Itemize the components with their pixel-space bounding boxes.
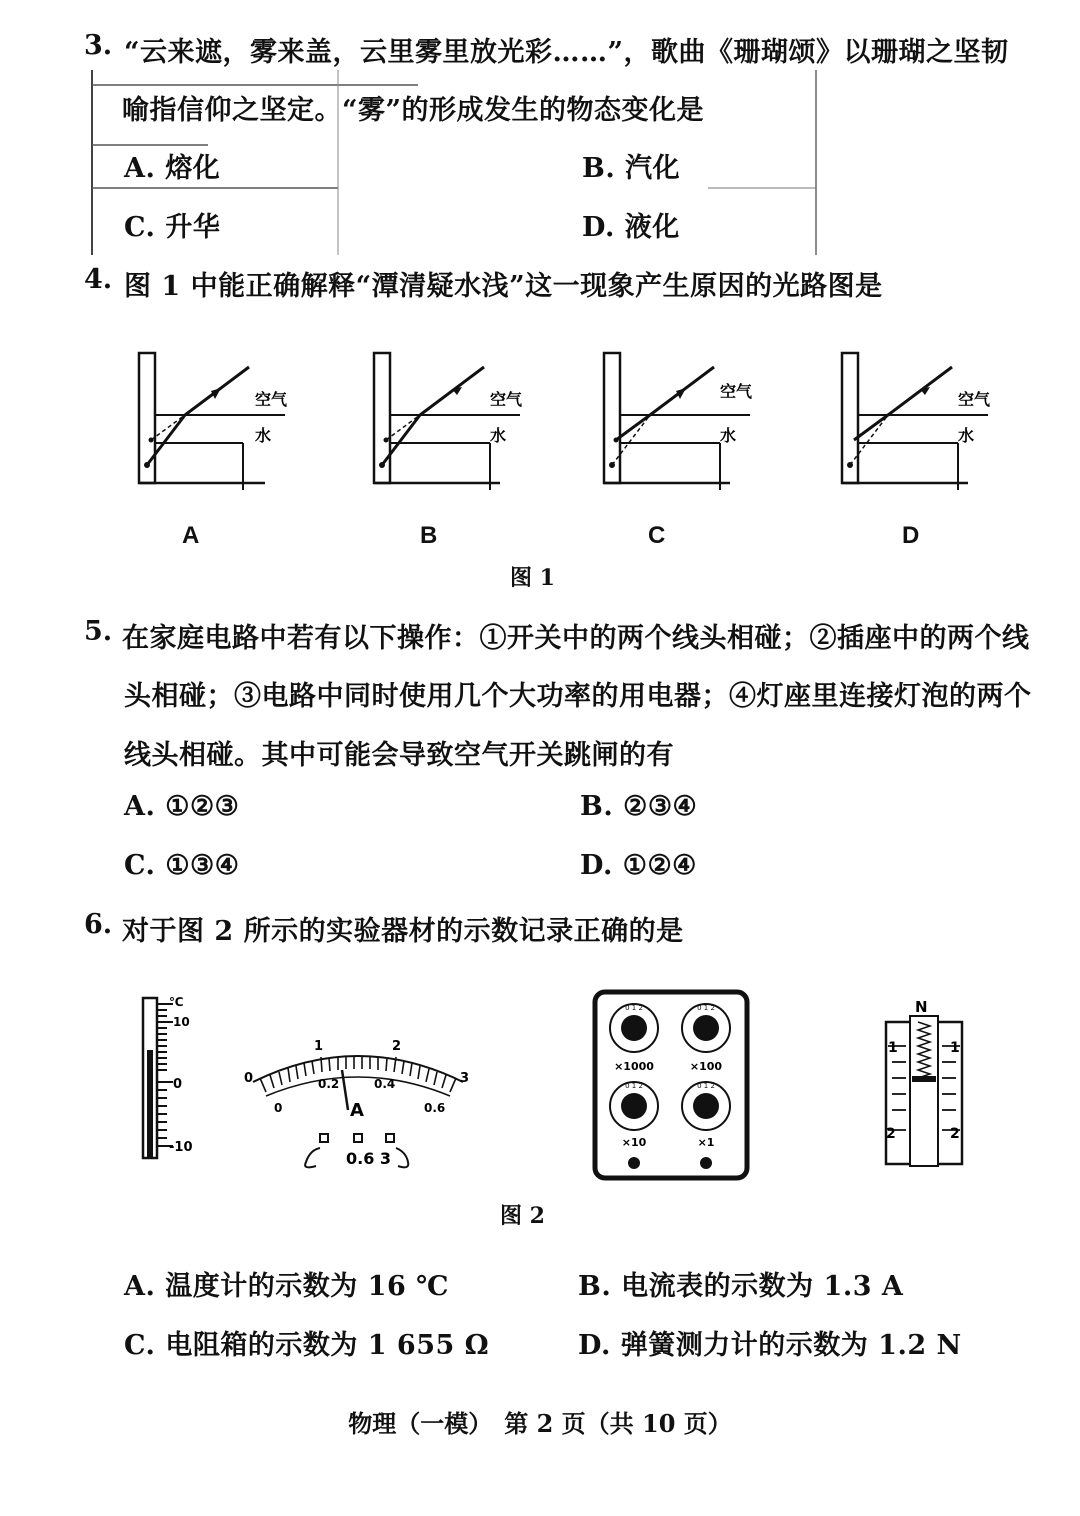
q3-option-d[interactable]: [582, 205, 680, 244]
q3-option-b[interactable]: [582, 146, 680, 185]
q3-option-c[interactable]: [124, 205, 220, 244]
figure1-caption: 图 1: [510, 565, 555, 591]
spring-tick: 2: [950, 1126, 960, 1142]
page-footer: 物理（一模） 第 2 页（共 10 页）: [348, 1409, 732, 1438]
q6-option-b[interactable]: [578, 1264, 903, 1303]
option-key: A.: [124, 791, 156, 822]
water-label: 水: [720, 426, 737, 445]
q5-option-a[interactable]: [124, 791, 239, 822]
option-text: 汽化: [625, 153, 681, 184]
water-label: 水: [958, 426, 975, 445]
q5-number: 5.: [84, 616, 113, 647]
q4-stem: 图 1 中能正确解释“潭清疑水浅”这一现象产生原因的光路图是: [124, 271, 883, 302]
ammeter-lower-tick: 0.4: [374, 1077, 396, 1091]
panel-label-b: B: [420, 522, 438, 549]
resistance-box: [590, 988, 752, 1184]
air-label: 空气: [720, 382, 753, 401]
svg-text:0 1 2: 0 1 2: [625, 1082, 643, 1090]
q5-stem-line3: 线头相碰。其中可能会导致空气开关跳闸的有: [124, 740, 674, 771]
option-key: A.: [124, 153, 156, 184]
option-key: A.: [124, 1271, 156, 1302]
option-key: C.: [124, 212, 156, 243]
option-text: ①②③: [165, 791, 240, 822]
figure2-caption: 图 2: [500, 1203, 545, 1229]
q3-option-a[interactable]: [124, 146, 220, 185]
water-label: 水: [255, 426, 272, 445]
q5-option-c[interactable]: [124, 850, 239, 881]
option-key: D.: [582, 212, 615, 243]
q4-number: 4.: [84, 264, 113, 295]
option-text: 升华: [165, 212, 221, 243]
option-key: D.: [578, 1330, 611, 1361]
light-path-panel-a: [125, 345, 305, 495]
light-path-panel-c: [590, 345, 770, 495]
q6-option-a[interactable]: [124, 1264, 449, 1303]
q3-number: 3.: [84, 30, 113, 61]
dial-multiplier: ×1000: [614, 1060, 654, 1073]
panel-label-c: C: [648, 522, 666, 549]
spring-scale: [878, 996, 968, 1172]
option-text: 弹簧测力计的示数为 1.2 N: [620, 1330, 962, 1361]
option-text: ①②④: [622, 850, 697, 881]
option-key: B.: [580, 791, 614, 822]
air-label: 空气: [490, 390, 523, 409]
q6-number: 6.: [84, 909, 113, 940]
q3-stem-line2: 喻指信仰之坚定。“雾”的形成发生的物态变化是: [122, 95, 705, 126]
option-key: B.: [578, 1271, 612, 1302]
ammeter-upper-tick: 2: [392, 1039, 402, 1054]
ammeter-upper-tick: 1: [314, 1039, 324, 1054]
spring-unit: N: [915, 998, 928, 1016]
ammeter-upper-tick: 3: [460, 1071, 470, 1086]
spring-tick: 2: [886, 1126, 896, 1142]
q5-option-d[interactable]: [580, 850, 697, 881]
q3-stem-line1: “云来遮，雾来盖，云里雾里放光彩……”，歌曲《珊瑚颂》以珊瑚之坚韧: [124, 37, 1009, 68]
dial-multiplier: ×1: [697, 1136, 715, 1149]
svg-text:0 1 2: 0 1 2: [697, 1082, 715, 1090]
option-text: ①③④: [165, 850, 240, 881]
option-text: 电阻箱的示数为 1 655 Ω: [165, 1330, 490, 1361]
svg-text:0 1 2: 0 1 2: [625, 1004, 643, 1012]
ammeter-unit: A: [350, 1100, 364, 1121]
q6-option-d[interactable]: [578, 1323, 962, 1362]
panel-label-d: D: [902, 522, 920, 549]
svg-text:0 1 2: 0 1 2: [697, 1004, 715, 1012]
spring-tick: 1: [888, 1040, 898, 1056]
option-key: C.: [124, 1330, 156, 1361]
option-key: C.: [124, 850, 156, 881]
q5-stem-line2: 头相碰；③电路中同时使用几个大功率的用电器；④灯座里连接灯泡的两个: [124, 681, 1032, 712]
option-text: 电流表的示数为 1.3 A: [621, 1271, 904, 1302]
air-label: 空气: [958, 390, 991, 409]
spring-tick: 1: [950, 1040, 960, 1056]
option-key: B.: [582, 153, 616, 184]
option-text: 熔化: [165, 153, 221, 184]
ammeter-upper-tick: 0: [244, 1071, 254, 1086]
thermometer: [125, 990, 205, 1165]
thermo-unit: ℃: [169, 995, 184, 1009]
option-text: 温度计的示数为 16 ℃: [165, 1271, 449, 1302]
q5-option-b[interactable]: [580, 791, 697, 822]
ammeter-lower-tick: 0: [274, 1101, 283, 1115]
air-label: 空气: [255, 390, 288, 409]
thermo-tick: 10: [173, 1015, 190, 1029]
option-key: D.: [580, 850, 613, 881]
ammeter-lower-tick: 0.6: [424, 1101, 446, 1115]
dial-multiplier: ×10: [621, 1136, 647, 1149]
option-text: 液化: [624, 212, 680, 243]
water-label: 水: [490, 426, 507, 445]
q6-stem: 对于图 2 所示的实验器材的示数记录正确的是: [122, 916, 684, 947]
dial-multiplier: ×100: [689, 1060, 723, 1073]
light-path-panel-b: [360, 345, 540, 495]
q6-option-c[interactable]: [124, 1323, 489, 1362]
thermo-tick: 0: [173, 1077, 183, 1092]
ammeter-lower-tick: 0.2: [318, 1077, 340, 1091]
ammeter: [238, 1030, 478, 1180]
option-text: ②③④: [623, 791, 698, 822]
ammeter-terminals: 0.6 3: [346, 1149, 392, 1168]
thermo-tick: -10: [169, 1140, 193, 1155]
light-path-panel-d: [828, 345, 1008, 495]
panel-label-a: A: [182, 522, 200, 549]
q5-stem-line1: 在家庭电路中若有以下操作：①开关中的两个线头相碰；②插座中的两个线: [122, 623, 1030, 654]
